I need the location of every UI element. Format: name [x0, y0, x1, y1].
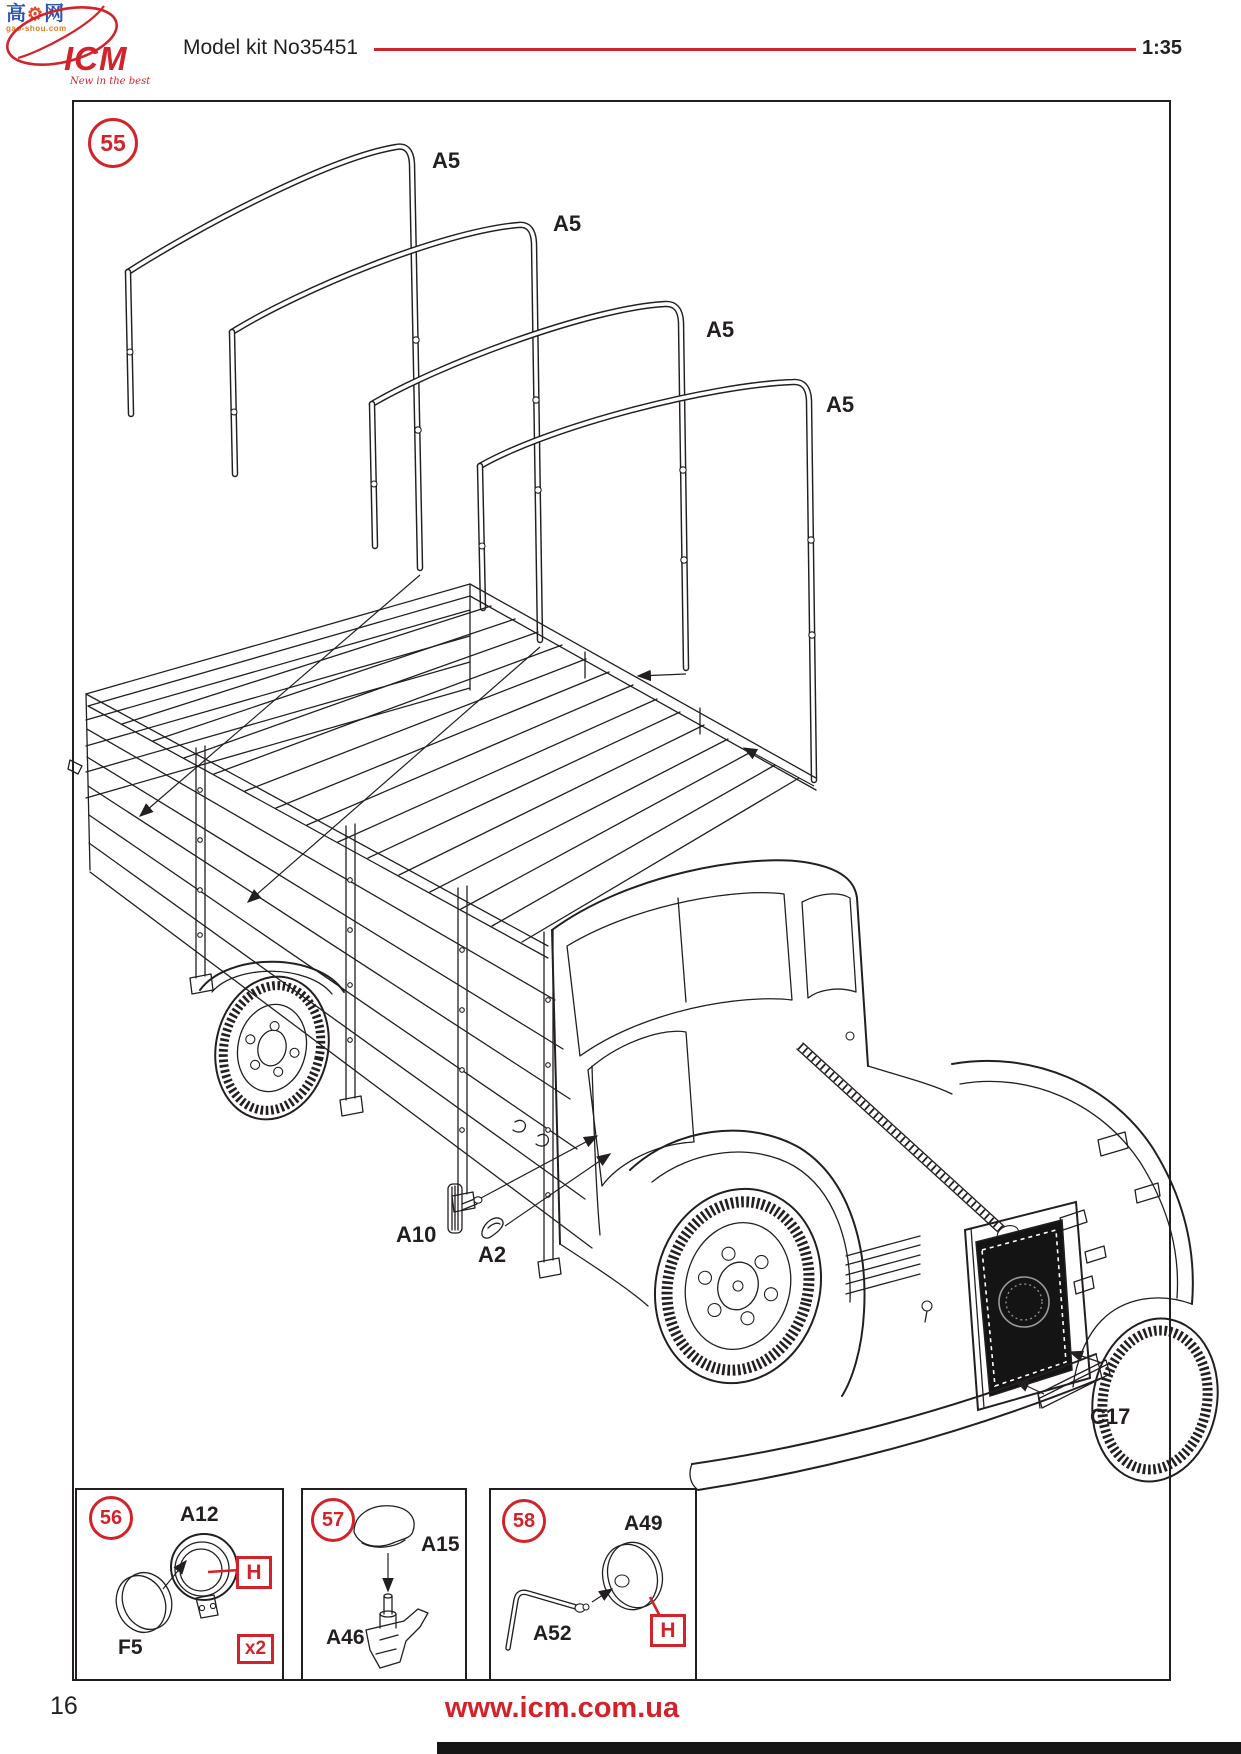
paint-badge-h-58: H — [650, 1614, 686, 1647]
brand-slogan: New in the best — [70, 76, 151, 87]
step-number-56: 56 — [89, 1496, 133, 1540]
quantity-badge-x2: x2 — [237, 1634, 274, 1664]
page-title: Model kit No35451 — [183, 36, 359, 59]
watermark-logo — [6, 4, 116, 33]
header-rule — [374, 48, 1136, 51]
step-55-frame — [72, 100, 1171, 1681]
part-label-c17: C17 — [1090, 1404, 1131, 1429]
part-label-a46: A46 — [326, 1626, 365, 1649]
paint-badge-h-56: H — [236, 1556, 272, 1589]
part-label-a10: A10 — [396, 1222, 437, 1247]
part-label-a5-3: A5 — [706, 317, 735, 342]
scale-label: 1:35 — [1142, 37, 1183, 59]
website-link[interactable]: www.icm.com.ua — [444, 1692, 680, 1724]
part-label-a5-1: A5 — [432, 148, 461, 173]
watermark-glyphs — [6, 4, 116, 24]
part-label-a5-2: A5 — [553, 211, 582, 236]
watermark-subtitle: gao-shou.com — [6, 24, 67, 33]
step-number-58: 58 — [502, 1499, 546, 1543]
page-number: 16 — [50, 1692, 78, 1720]
step-number-55: 55 — [88, 118, 138, 168]
part-label-a52: A52 — [533, 1622, 572, 1645]
part-label-f5: F5 — [118, 1636, 143, 1659]
part-label-a2: A2 — [478, 1242, 507, 1267]
watermark-glyph-right: 网 — [44, 3, 66, 25]
part-label-a49: A49 — [624, 1512, 663, 1535]
footer-bar — [437, 1742, 1241, 1754]
step-number-57: 57 — [311, 1498, 355, 1542]
brand-logo-text: ICM — [64, 40, 128, 77]
watermark-glyph-left: 高 — [6, 3, 27, 25]
part-label-a15: A15 — [421, 1533, 460, 1556]
gear-icon: ⚙ — [27, 4, 45, 24]
part-label-a5-4: A5 — [826, 392, 855, 417]
part-label-a12: A12 — [180, 1503, 219, 1526]
